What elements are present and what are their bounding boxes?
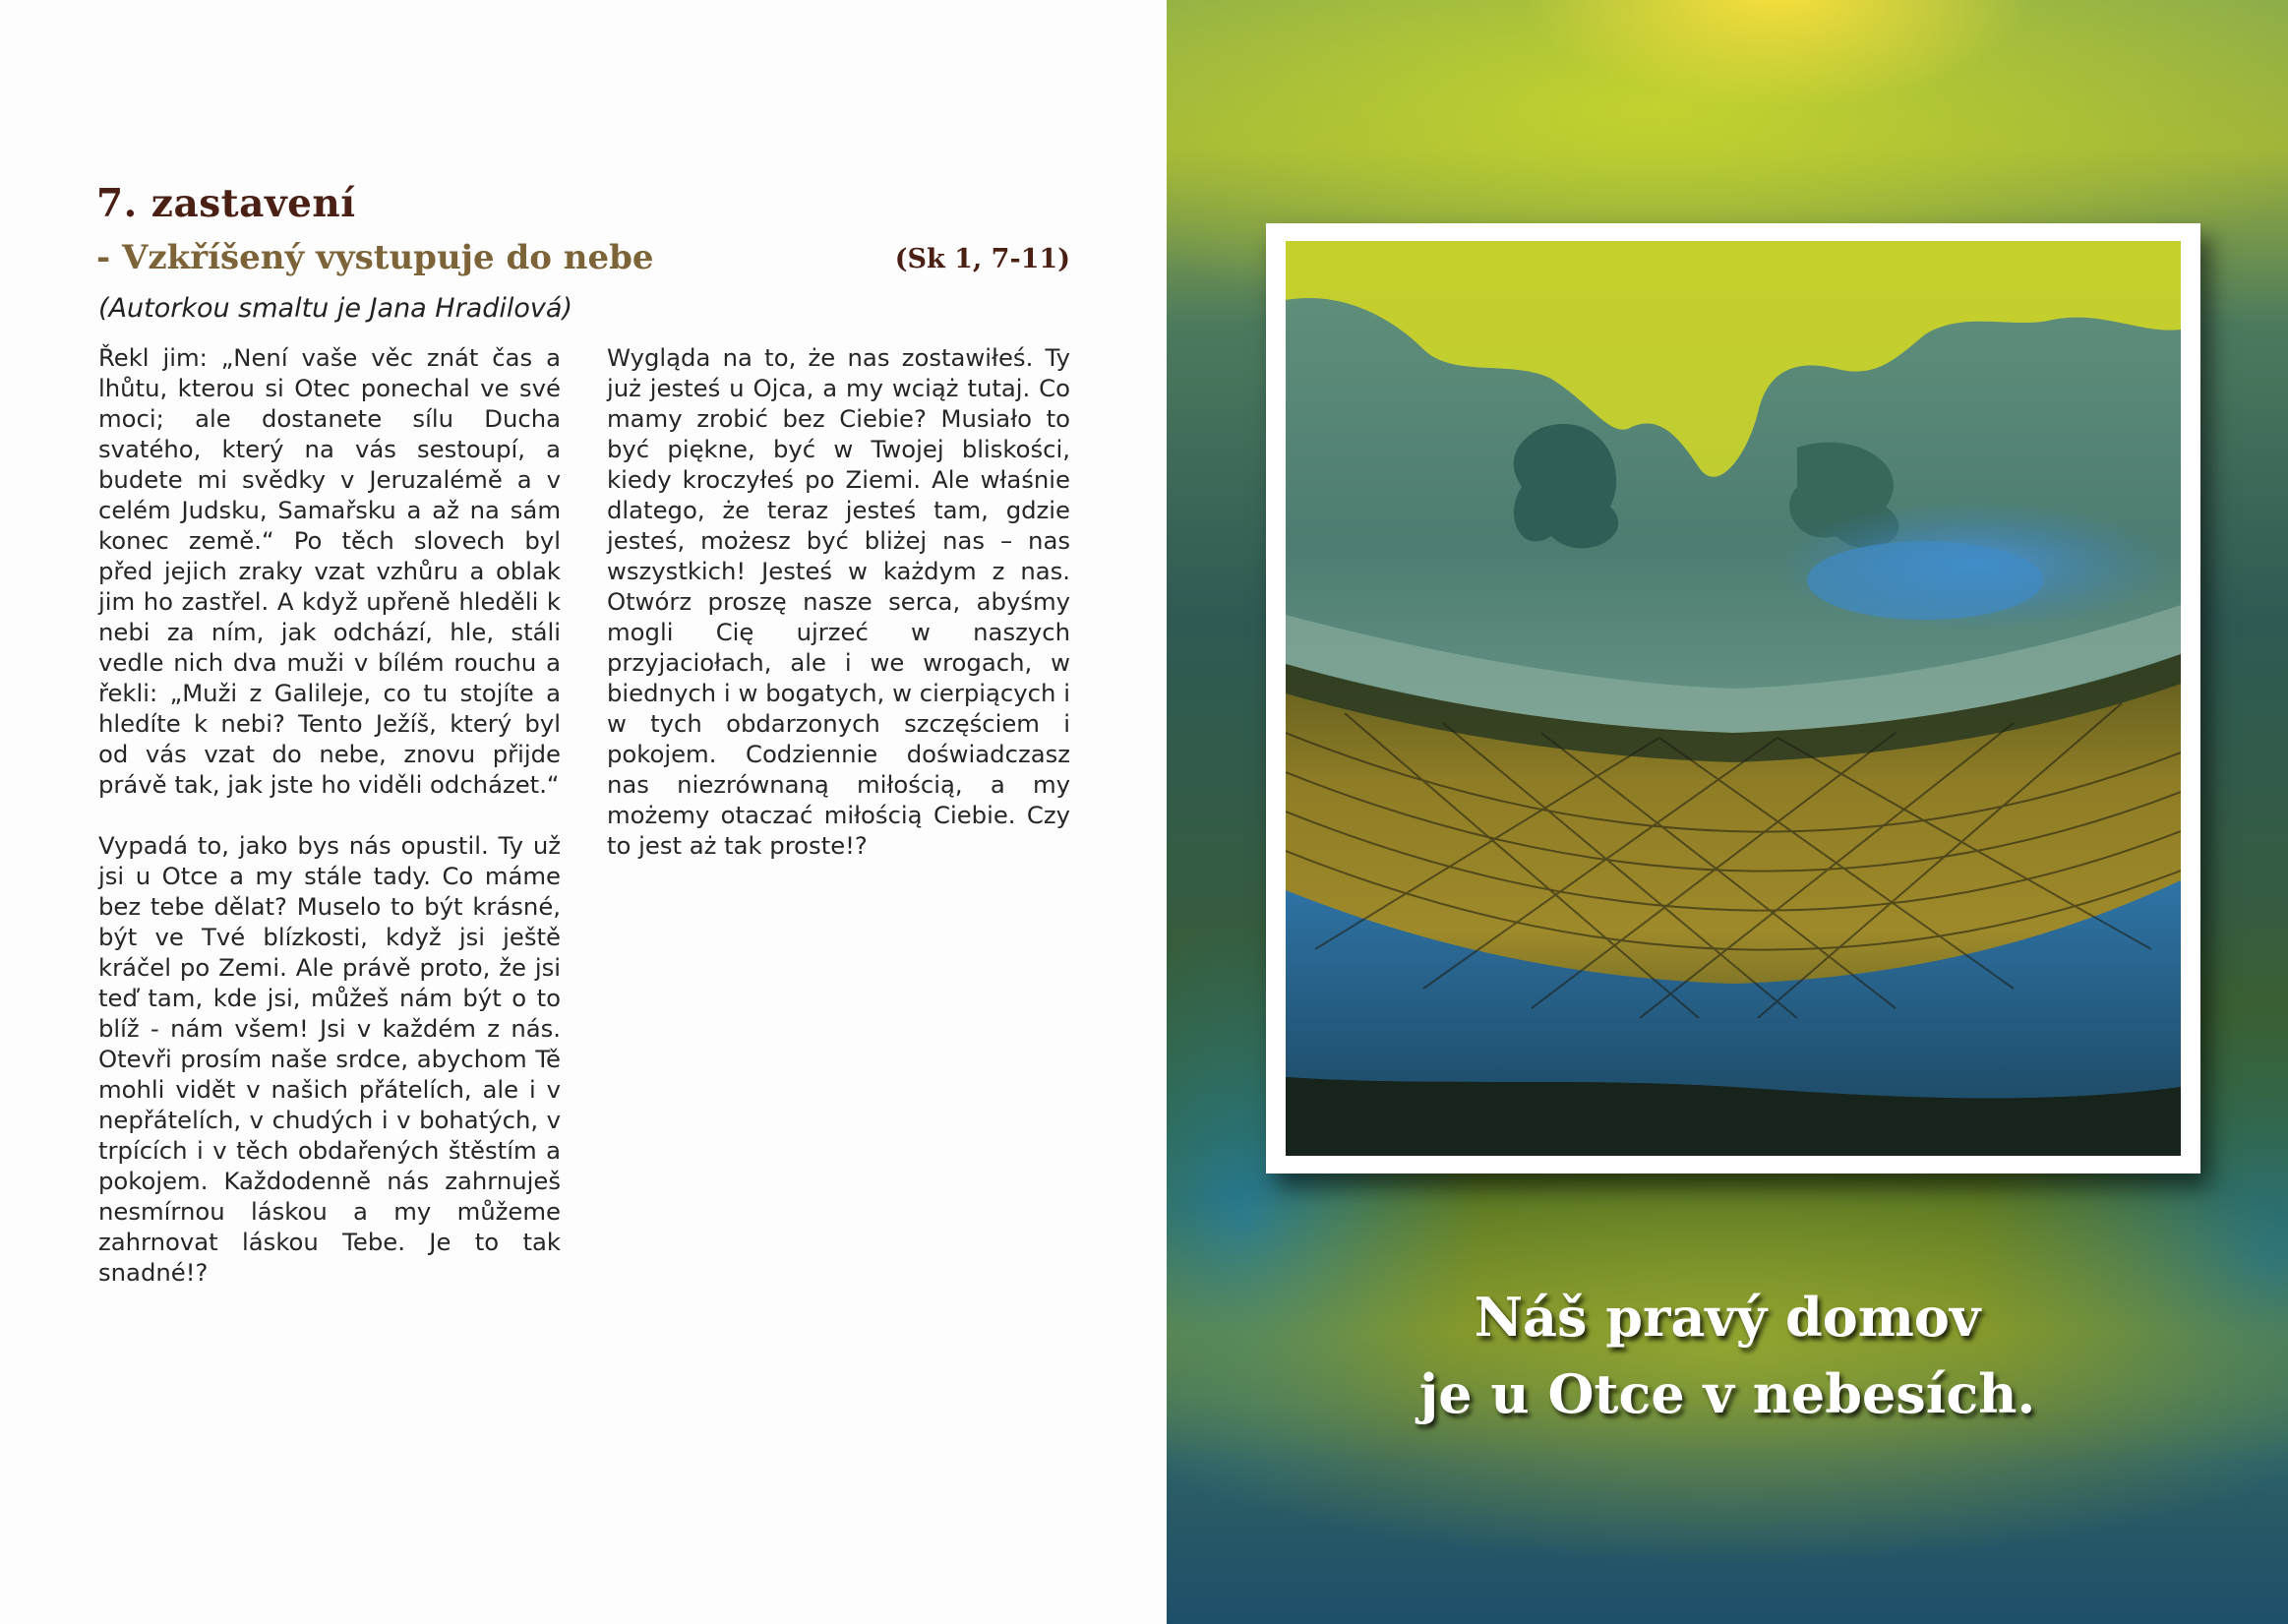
enamel-artwork-image (1286, 241, 2181, 1156)
right-page (1167, 0, 2288, 1624)
station-subheading: - Vzkříšený vystupuje do nebe (96, 238, 654, 277)
enamel-artwork-frame (1266, 223, 2200, 1173)
caption-line-1: Náš pravý domov (1474, 1286, 1981, 1349)
text-column-1 (98, 342, 561, 1318)
scripture-reference: (Sk 1, 7-11) (894, 244, 1070, 274)
closing-caption (1167, 1279, 2288, 1432)
station-heading: 7. zastavení (96, 181, 356, 226)
polish-paragraph: Wygląda na to, że nas zostawiłeś. Ty już jesteś u Ojca, a my wciąż tutaj. Co mamy zrobić bez Ciebie? Musiało to być piękne, być w Twojej bliskości, kiedy kroczyłeś po Ziemi. Ale właśnie dlatego, że teraz jesteś tam, gdzie jesteś, możesz być bliżej nas – nas wszystkich! Jesteś w każdym z nas. Otwórz proszę nasze serca, abyśmy mogli Cię ujrzeć w naszych przyjaciołach, ale i we wrogach, w biednych i w bogatych, w cierpiących i w tych obdarzonych szczęściem i pokojem. Codziennie doświadczasz nas niezrównaną miłością, a my możemy otaczać miłością Ciebie. Czy to jest aż tak proste!? (607, 343, 1070, 860)
caption-line-2: je u Otce v nebesích. (1418, 1362, 2036, 1425)
czech-paragraph-1: Řekl jim: „Není vaše věc znát čas a lhůtu, kterou si Otec ponechal ve své moci; ale dostanete sílu Ducha svatého, který na vás sestoupí, a budete mi svědky v Jeruzalémě a v celém Judsku, Samařsku a až na sám konec země.“ Po těch slovech byl před jejich zraky vzat vzhůru a oblak jim ho zastřel. A když upřeně hleděli k nebi za ním, jak odchází, hle, stáli vedle nich dva muži v bílém rouchu a řekli: „Muži z Galileje, co tu stojíte a hledíte k nebi? Tento Ježíš, který byl od vás vzat do nebe, znovu přijde právě tak, jak jste ho viděli odcházet.“ (98, 343, 561, 799)
author-note: (Autorkou smaltu je Jana Hradilová) (98, 293, 572, 324)
text-column-2 (607, 342, 1070, 891)
czech-paragraph-2: Vypadá to, jako bys nás opustil. Ty už jsi u Otce a my stále tady. Co máme bez tebe dělat? Muselo to být krásné, být ve Tvé blízkosti, když jsi ještě kráčel po Zemi. Ale právě proto, že jsi teď tam, kde jsi, můžeš nám být o to blíž - nám všem! Jsi v každém z nás. Otevři prosím naše srdce, abychom Tě mohli vidět v našich přátelích, ale i v nepřátelích, v chudých i v bohatých, v trpících i v těch obdařených štěstím a pokojem. Každodenně nás zahrnuješ nesmírnou láskou a my můžeme zahrnovat láskou Tebe. Je to tak snadné!? (98, 831, 561, 1287)
